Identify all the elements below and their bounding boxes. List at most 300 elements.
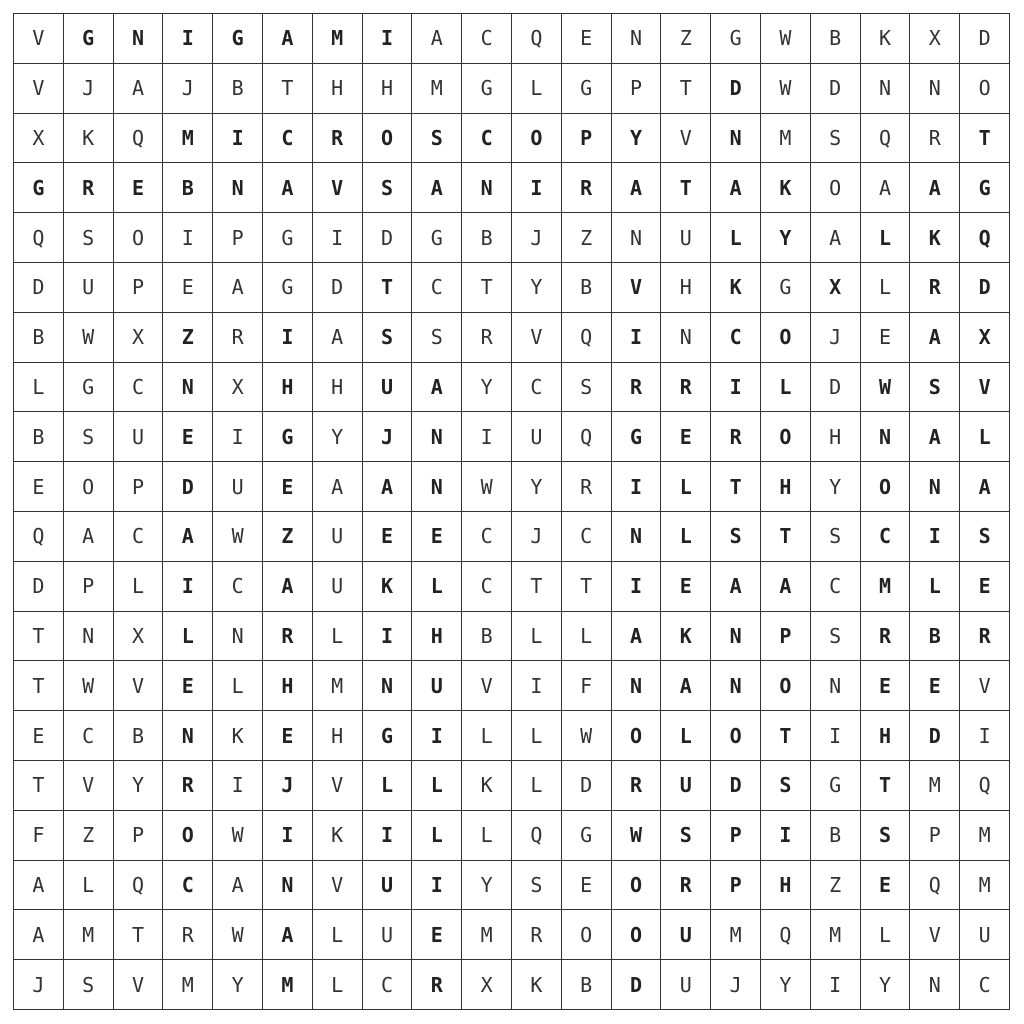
grid-cell[interactable]: Q — [761, 910, 811, 960]
grid-cell[interactable]: L — [412, 761, 462, 811]
grid-cell[interactable]: C — [64, 711, 114, 761]
grid-cell[interactable]: L — [512, 711, 562, 761]
grid-cell[interactable]: W — [64, 661, 114, 711]
grid-cell[interactable]: Q — [562, 412, 612, 462]
grid-cell[interactable]: M — [761, 114, 811, 164]
grid-cell[interactable]: N — [612, 512, 662, 562]
grid-cell[interactable]: B — [811, 811, 861, 861]
grid-cell[interactable]: C — [363, 960, 413, 1010]
grid-cell[interactable]: L — [661, 512, 711, 562]
grid-cell[interactable]: I — [163, 14, 213, 64]
grid-cell[interactable]: C — [114, 512, 164, 562]
grid-cell[interactable]: N — [114, 14, 164, 64]
grid-cell[interactable]: H — [761, 462, 811, 512]
grid-cell[interactable]: B — [14, 313, 64, 363]
grid-cell[interactable]: L — [412, 811, 462, 861]
grid-cell[interactable]: P — [64, 562, 114, 612]
grid-cell[interactable]: L — [114, 562, 164, 612]
grid-cell[interactable]: N — [412, 412, 462, 462]
grid-cell[interactable]: X — [462, 960, 512, 1010]
grid-cell[interactable]: Y — [313, 412, 363, 462]
grid-cell[interactable]: W — [761, 14, 811, 64]
grid-cell[interactable]: Z — [661, 14, 711, 64]
grid-cell[interactable]: V — [462, 661, 512, 711]
grid-cell[interactable]: S — [412, 313, 462, 363]
grid-cell[interactable]: R — [512, 910, 562, 960]
grid-cell[interactable]: E — [412, 910, 462, 960]
grid-cell[interactable]: T — [661, 163, 711, 213]
grid-cell[interactable]: U — [213, 462, 263, 512]
grid-cell[interactable]: F — [562, 661, 612, 711]
grid-cell[interactable]: E — [861, 313, 911, 363]
grid-cell[interactable]: O — [861, 462, 911, 512]
grid-cell[interactable]: D — [612, 960, 662, 1010]
grid-cell[interactable]: K — [213, 711, 263, 761]
grid-cell[interactable]: T — [761, 711, 811, 761]
grid-cell[interactable]: M — [861, 562, 911, 612]
grid-cell[interactable]: A — [861, 163, 911, 213]
grid-cell[interactable]: E — [163, 263, 213, 313]
grid-cell[interactable]: M — [462, 910, 512, 960]
grid-cell[interactable]: E — [861, 861, 911, 911]
grid-cell[interactable]: I — [363, 14, 413, 64]
grid-cell[interactable]: S — [960, 512, 1010, 562]
grid-cell[interactable]: N — [213, 163, 263, 213]
grid-cell[interactable]: L — [412, 562, 462, 612]
grid-cell[interactable]: I — [163, 562, 213, 612]
grid-cell[interactable]: U — [363, 910, 413, 960]
grid-cell[interactable]: U — [661, 213, 711, 263]
grid-cell[interactable]: B — [910, 612, 960, 662]
grid-cell[interactable]: H — [412, 612, 462, 662]
grid-cell[interactable]: I — [910, 512, 960, 562]
grid-cell[interactable]: A — [761, 562, 811, 612]
grid-cell[interactable]: I — [960, 711, 1010, 761]
grid-cell[interactable]: V — [960, 363, 1010, 413]
grid-cell[interactable]: I — [811, 711, 861, 761]
grid-cell[interactable]: V — [612, 263, 662, 313]
grid-cell[interactable]: I — [612, 462, 662, 512]
grid-cell[interactable]: L — [910, 562, 960, 612]
grid-cell[interactable]: I — [363, 612, 413, 662]
grid-cell[interactable]: A — [412, 163, 462, 213]
grid-cell[interactable]: L — [661, 711, 711, 761]
grid-cell[interactable]: I — [412, 711, 462, 761]
grid-cell[interactable]: N — [711, 612, 761, 662]
grid-cell[interactable]: T — [761, 512, 811, 562]
grid-cell[interactable]: S — [761, 761, 811, 811]
grid-cell[interactable]: A — [313, 313, 363, 363]
grid-cell[interactable]: J — [263, 761, 313, 811]
grid-cell[interactable]: M — [263, 960, 313, 1010]
grid-cell[interactable]: A — [612, 612, 662, 662]
grid-cell[interactable]: O — [761, 661, 811, 711]
grid-cell[interactable]: A — [612, 163, 662, 213]
grid-cell[interactable]: S — [64, 412, 114, 462]
grid-cell[interactable]: N — [163, 363, 213, 413]
grid-cell[interactable]: D — [163, 462, 213, 512]
grid-cell[interactable]: H — [263, 363, 313, 413]
grid-cell[interactable]: K — [64, 114, 114, 164]
grid-cell[interactable]: Z — [64, 811, 114, 861]
grid-cell[interactable]: B — [114, 711, 164, 761]
grid-cell[interactable]: E — [412, 512, 462, 562]
grid-cell[interactable]: J — [64, 64, 114, 114]
grid-cell[interactable]: U — [512, 412, 562, 462]
grid-cell[interactable]: W — [213, 811, 263, 861]
grid-cell[interactable]: Y — [612, 114, 662, 164]
grid-cell[interactable]: T — [462, 263, 512, 313]
grid-cell[interactable]: T — [263, 64, 313, 114]
grid-cell[interactable]: C — [960, 960, 1010, 1010]
grid-cell[interactable]: U — [661, 761, 711, 811]
grid-cell[interactable]: T — [661, 64, 711, 114]
grid-cell[interactable]: V — [114, 960, 164, 1010]
grid-cell[interactable]: R — [661, 363, 711, 413]
grid-cell[interactable]: P — [114, 263, 164, 313]
grid-cell[interactable]: W — [612, 811, 662, 861]
grid-cell[interactable]: C — [412, 263, 462, 313]
grid-cell[interactable]: I — [412, 861, 462, 911]
grid-cell[interactable]: D — [711, 761, 761, 811]
grid-cell[interactable]: V — [910, 910, 960, 960]
grid-cell[interactable]: R — [462, 313, 512, 363]
grid-cell[interactable]: A — [14, 861, 64, 911]
grid-cell[interactable]: L — [313, 910, 363, 960]
grid-cell[interactable]: J — [811, 313, 861, 363]
grid-cell[interactable]: C — [811, 562, 861, 612]
grid-cell[interactable]: S — [64, 213, 114, 263]
grid-cell[interactable]: D — [562, 761, 612, 811]
grid-cell[interactable]: D — [960, 14, 1010, 64]
grid-cell[interactable]: A — [263, 562, 313, 612]
grid-cell[interactable]: A — [263, 163, 313, 213]
grid-cell[interactable]: S — [811, 512, 861, 562]
grid-cell[interactable]: T — [562, 562, 612, 612]
grid-cell[interactable]: E — [861, 661, 911, 711]
grid-cell[interactable]: T — [861, 761, 911, 811]
grid-cell[interactable]: X — [213, 363, 263, 413]
grid-cell[interactable]: H — [313, 711, 363, 761]
grid-cell[interactable]: O — [711, 711, 761, 761]
grid-cell[interactable]: N — [612, 661, 662, 711]
grid-cell[interactable]: S — [711, 512, 761, 562]
grid-cell[interactable]: Q — [562, 313, 612, 363]
grid-cell[interactable]: P — [114, 462, 164, 512]
grid-cell[interactable]: O — [562, 910, 612, 960]
grid-cell[interactable]: S — [363, 163, 413, 213]
grid-cell[interactable]: M — [711, 910, 761, 960]
grid-cell[interactable]: C — [861, 512, 911, 562]
grid-cell[interactable]: N — [213, 612, 263, 662]
grid-cell[interactable]: Y — [114, 761, 164, 811]
grid-cell[interactable]: E — [562, 14, 612, 64]
grid-cell[interactable]: E — [562, 861, 612, 911]
grid-cell[interactable]: A — [263, 14, 313, 64]
grid-cell[interactable]: S — [562, 363, 612, 413]
grid-cell[interactable]: I — [612, 313, 662, 363]
grid-cell[interactable]: I — [363, 811, 413, 861]
grid-cell[interactable]: E — [14, 462, 64, 512]
grid-cell[interactable]: V — [313, 761, 363, 811]
grid-cell[interactable]: D — [14, 562, 64, 612]
grid-cell[interactable]: R — [213, 313, 263, 363]
grid-cell[interactable]: E — [163, 412, 213, 462]
grid-cell[interactable]: N — [910, 462, 960, 512]
grid-cell[interactable]: I — [263, 811, 313, 861]
grid-cell[interactable]: Q — [114, 861, 164, 911]
grid-cell[interactable]: A — [363, 462, 413, 512]
grid-cell[interactable]: S — [861, 811, 911, 861]
grid-cell[interactable]: R — [612, 363, 662, 413]
grid-cell[interactable]: Z — [562, 213, 612, 263]
grid-cell[interactable]: B — [462, 612, 512, 662]
grid-cell[interactable]: C — [263, 114, 313, 164]
grid-cell[interactable]: L — [14, 363, 64, 413]
grid-cell[interactable]: Q — [14, 213, 64, 263]
grid-cell[interactable]: A — [412, 363, 462, 413]
grid-cell[interactable]: P — [711, 811, 761, 861]
grid-cell[interactable]: S — [64, 960, 114, 1010]
grid-cell[interactable]: I — [811, 960, 861, 1010]
grid-cell[interactable]: S — [412, 114, 462, 164]
grid-cell[interactable]: R — [263, 612, 313, 662]
grid-cell[interactable]: I — [163, 213, 213, 263]
grid-cell[interactable]: W — [462, 462, 512, 512]
grid-cell[interactable]: J — [512, 213, 562, 263]
grid-cell[interactable]: K — [910, 213, 960, 263]
grid-cell[interactable]: L — [462, 711, 512, 761]
grid-cell[interactable]: W — [213, 910, 263, 960]
grid-cell[interactable]: R — [612, 761, 662, 811]
grid-cell[interactable]: D — [363, 213, 413, 263]
grid-cell[interactable]: I — [512, 661, 562, 711]
grid-cell[interactable]: T — [363, 263, 413, 313]
grid-cell[interactable]: W — [213, 512, 263, 562]
grid-cell[interactable]: T — [14, 661, 64, 711]
grid-cell[interactable]: L — [313, 612, 363, 662]
grid-cell[interactable]: L — [512, 761, 562, 811]
grid-cell[interactable]: Y — [861, 960, 911, 1010]
grid-cell[interactable]: Y — [512, 263, 562, 313]
grid-cell[interactable]: S — [811, 114, 861, 164]
grid-cell[interactable]: G — [960, 163, 1010, 213]
grid-cell[interactable]: Y — [761, 213, 811, 263]
grid-cell[interactable]: L — [512, 64, 562, 114]
grid-cell[interactable]: A — [910, 412, 960, 462]
grid-cell[interactable]: R — [313, 114, 363, 164]
grid-cell[interactable]: N — [861, 412, 911, 462]
grid-cell[interactable]: W — [64, 313, 114, 363]
grid-cell[interactable]: J — [512, 512, 562, 562]
grid-cell[interactable]: E — [14, 711, 64, 761]
grid-cell[interactable]: D — [811, 64, 861, 114]
grid-cell[interactable]: L — [562, 612, 612, 662]
grid-cell[interactable]: G — [612, 412, 662, 462]
grid-cell[interactable]: V — [313, 163, 363, 213]
grid-cell[interactable]: R — [910, 114, 960, 164]
grid-cell[interactable]: G — [213, 14, 263, 64]
grid-cell[interactable]: L — [861, 910, 911, 960]
grid-cell[interactable]: P — [761, 612, 811, 662]
grid-cell[interactable]: K — [761, 163, 811, 213]
grid-cell[interactable]: U — [313, 512, 363, 562]
grid-cell[interactable]: N — [64, 612, 114, 662]
grid-cell[interactable]: Y — [761, 960, 811, 1010]
grid-cell[interactable]: G — [761, 263, 811, 313]
grid-cell[interactable]: U — [960, 910, 1010, 960]
grid-cell[interactable]: Q — [14, 512, 64, 562]
grid-cell[interactable]: V — [313, 861, 363, 911]
grid-cell[interactable]: R — [562, 462, 612, 512]
grid-cell[interactable]: Q — [960, 761, 1010, 811]
grid-cell[interactable]: A — [811, 213, 861, 263]
grid-cell[interactable]: Z — [163, 313, 213, 363]
grid-cell[interactable]: K — [462, 761, 512, 811]
grid-cell[interactable]: I — [213, 761, 263, 811]
grid-cell[interactable]: Q — [114, 114, 164, 164]
grid-cell[interactable]: U — [661, 960, 711, 1010]
grid-cell[interactable]: I — [612, 562, 662, 612]
grid-cell[interactable]: L — [761, 363, 811, 413]
grid-cell[interactable]: U — [363, 363, 413, 413]
grid-cell[interactable]: C — [462, 14, 512, 64]
grid-cell[interactable]: B — [213, 64, 263, 114]
grid-cell[interactable]: O — [114, 213, 164, 263]
grid-cell[interactable]: L — [711, 213, 761, 263]
grid-cell[interactable]: M — [163, 960, 213, 1010]
grid-cell[interactable]: B — [163, 163, 213, 213]
grid-cell[interactable]: X — [910, 14, 960, 64]
grid-cell[interactable]: G — [64, 14, 114, 64]
grid-cell[interactable]: N — [910, 960, 960, 1010]
grid-cell[interactable]: E — [263, 711, 313, 761]
grid-cell[interactable]: A — [213, 263, 263, 313]
grid-cell[interactable]: I — [512, 163, 562, 213]
grid-cell[interactable]: N — [163, 711, 213, 761]
grid-cell[interactable]: H — [811, 412, 861, 462]
grid-cell[interactable]: G — [263, 412, 313, 462]
grid-cell[interactable]: V — [64, 761, 114, 811]
grid-cell[interactable]: G — [811, 761, 861, 811]
grid-cell[interactable]: J — [363, 412, 413, 462]
grid-cell[interactable]: G — [412, 213, 462, 263]
grid-cell[interactable]: L — [363, 761, 413, 811]
grid-cell[interactable]: O — [811, 163, 861, 213]
grid-cell[interactable]: N — [412, 462, 462, 512]
grid-cell[interactable]: A — [114, 64, 164, 114]
grid-cell[interactable]: C — [163, 861, 213, 911]
grid-cell[interactable]: V — [14, 14, 64, 64]
grid-cell[interactable]: V — [14, 64, 64, 114]
grid-cell[interactable]: A — [711, 562, 761, 612]
grid-cell[interactable]: U — [114, 412, 164, 462]
grid-cell[interactable]: N — [462, 163, 512, 213]
grid-cell[interactable]: N — [661, 313, 711, 363]
grid-cell[interactable]: M — [412, 64, 462, 114]
grid-cell[interactable]: H — [313, 363, 363, 413]
grid-cell[interactable]: Q — [512, 811, 562, 861]
grid-cell[interactable]: E — [163, 661, 213, 711]
grid-cell[interactable]: L — [661, 462, 711, 512]
grid-cell[interactable]: Q — [861, 114, 911, 164]
grid-cell[interactable]: K — [711, 263, 761, 313]
grid-cell[interactable]: T — [14, 612, 64, 662]
grid-cell[interactable]: A — [910, 163, 960, 213]
grid-cell[interactable]: P — [114, 811, 164, 861]
grid-cell[interactable]: U — [313, 562, 363, 612]
grid-cell[interactable]: V — [114, 661, 164, 711]
grid-cell[interactable]: N — [612, 14, 662, 64]
grid-cell[interactable]: U — [363, 861, 413, 911]
grid-cell[interactable]: G — [14, 163, 64, 213]
grid-cell[interactable]: L — [861, 213, 911, 263]
grid-cell[interactable]: A — [64, 512, 114, 562]
grid-cell[interactable]: P — [213, 213, 263, 263]
grid-cell[interactable]: P — [910, 811, 960, 861]
grid-cell[interactable]: C — [462, 562, 512, 612]
grid-cell[interactable]: M — [960, 811, 1010, 861]
grid-cell[interactable]: S — [661, 811, 711, 861]
grid-cell[interactable]: Y — [811, 462, 861, 512]
grid-cell[interactable]: I — [462, 412, 512, 462]
grid-cell[interactable]: N — [910, 64, 960, 114]
grid-cell[interactable]: V — [661, 114, 711, 164]
grid-cell[interactable]: X — [114, 612, 164, 662]
grid-cell[interactable]: C — [462, 512, 512, 562]
grid-cell[interactable]: E — [661, 562, 711, 612]
grid-cell[interactable]: R — [412, 960, 462, 1010]
grid-cell[interactable]: K — [313, 811, 363, 861]
grid-cell[interactable]: A — [213, 861, 263, 911]
grid-cell[interactable]: L — [861, 263, 911, 313]
grid-cell[interactable]: O — [363, 114, 413, 164]
grid-cell[interactable]: D — [910, 711, 960, 761]
grid-cell[interactable]: G — [711, 14, 761, 64]
grid-cell[interactable]: K — [363, 562, 413, 612]
grid-cell[interactable]: C — [213, 562, 263, 612]
grid-cell[interactable]: D — [14, 263, 64, 313]
grid-cell[interactable]: O — [163, 811, 213, 861]
grid-cell[interactable]: X — [14, 114, 64, 164]
grid-cell[interactable]: B — [462, 213, 512, 263]
grid-cell[interactable]: Y — [512, 462, 562, 512]
grid-cell[interactable]: L — [960, 412, 1010, 462]
grid-cell[interactable]: A — [910, 313, 960, 363]
grid-cell[interactable]: I — [213, 114, 263, 164]
grid-cell[interactable]: A — [661, 661, 711, 711]
grid-cell[interactable]: A — [960, 462, 1010, 512]
grid-cell[interactable]: H — [313, 64, 363, 114]
grid-cell[interactable]: G — [263, 213, 313, 263]
grid-cell[interactable]: N — [363, 661, 413, 711]
grid-cell[interactable]: D — [811, 363, 861, 413]
grid-cell[interactable]: G — [562, 811, 612, 861]
grid-cell[interactable]: I — [313, 213, 363, 263]
grid-cell[interactable]: B — [811, 14, 861, 64]
grid-cell[interactable]: K — [861, 14, 911, 64]
grid-cell[interactable]: R — [64, 163, 114, 213]
grid-cell[interactable]: P — [711, 861, 761, 911]
grid-cell[interactable]: C — [114, 363, 164, 413]
grid-cell[interactable]: L — [213, 661, 263, 711]
grid-cell[interactable]: A — [313, 462, 363, 512]
grid-cell[interactable]: M — [910, 761, 960, 811]
grid-cell[interactable]: T — [14, 761, 64, 811]
grid-cell[interactable]: E — [661, 412, 711, 462]
grid-cell[interactable]: B — [562, 263, 612, 313]
grid-cell[interactable]: L — [64, 861, 114, 911]
